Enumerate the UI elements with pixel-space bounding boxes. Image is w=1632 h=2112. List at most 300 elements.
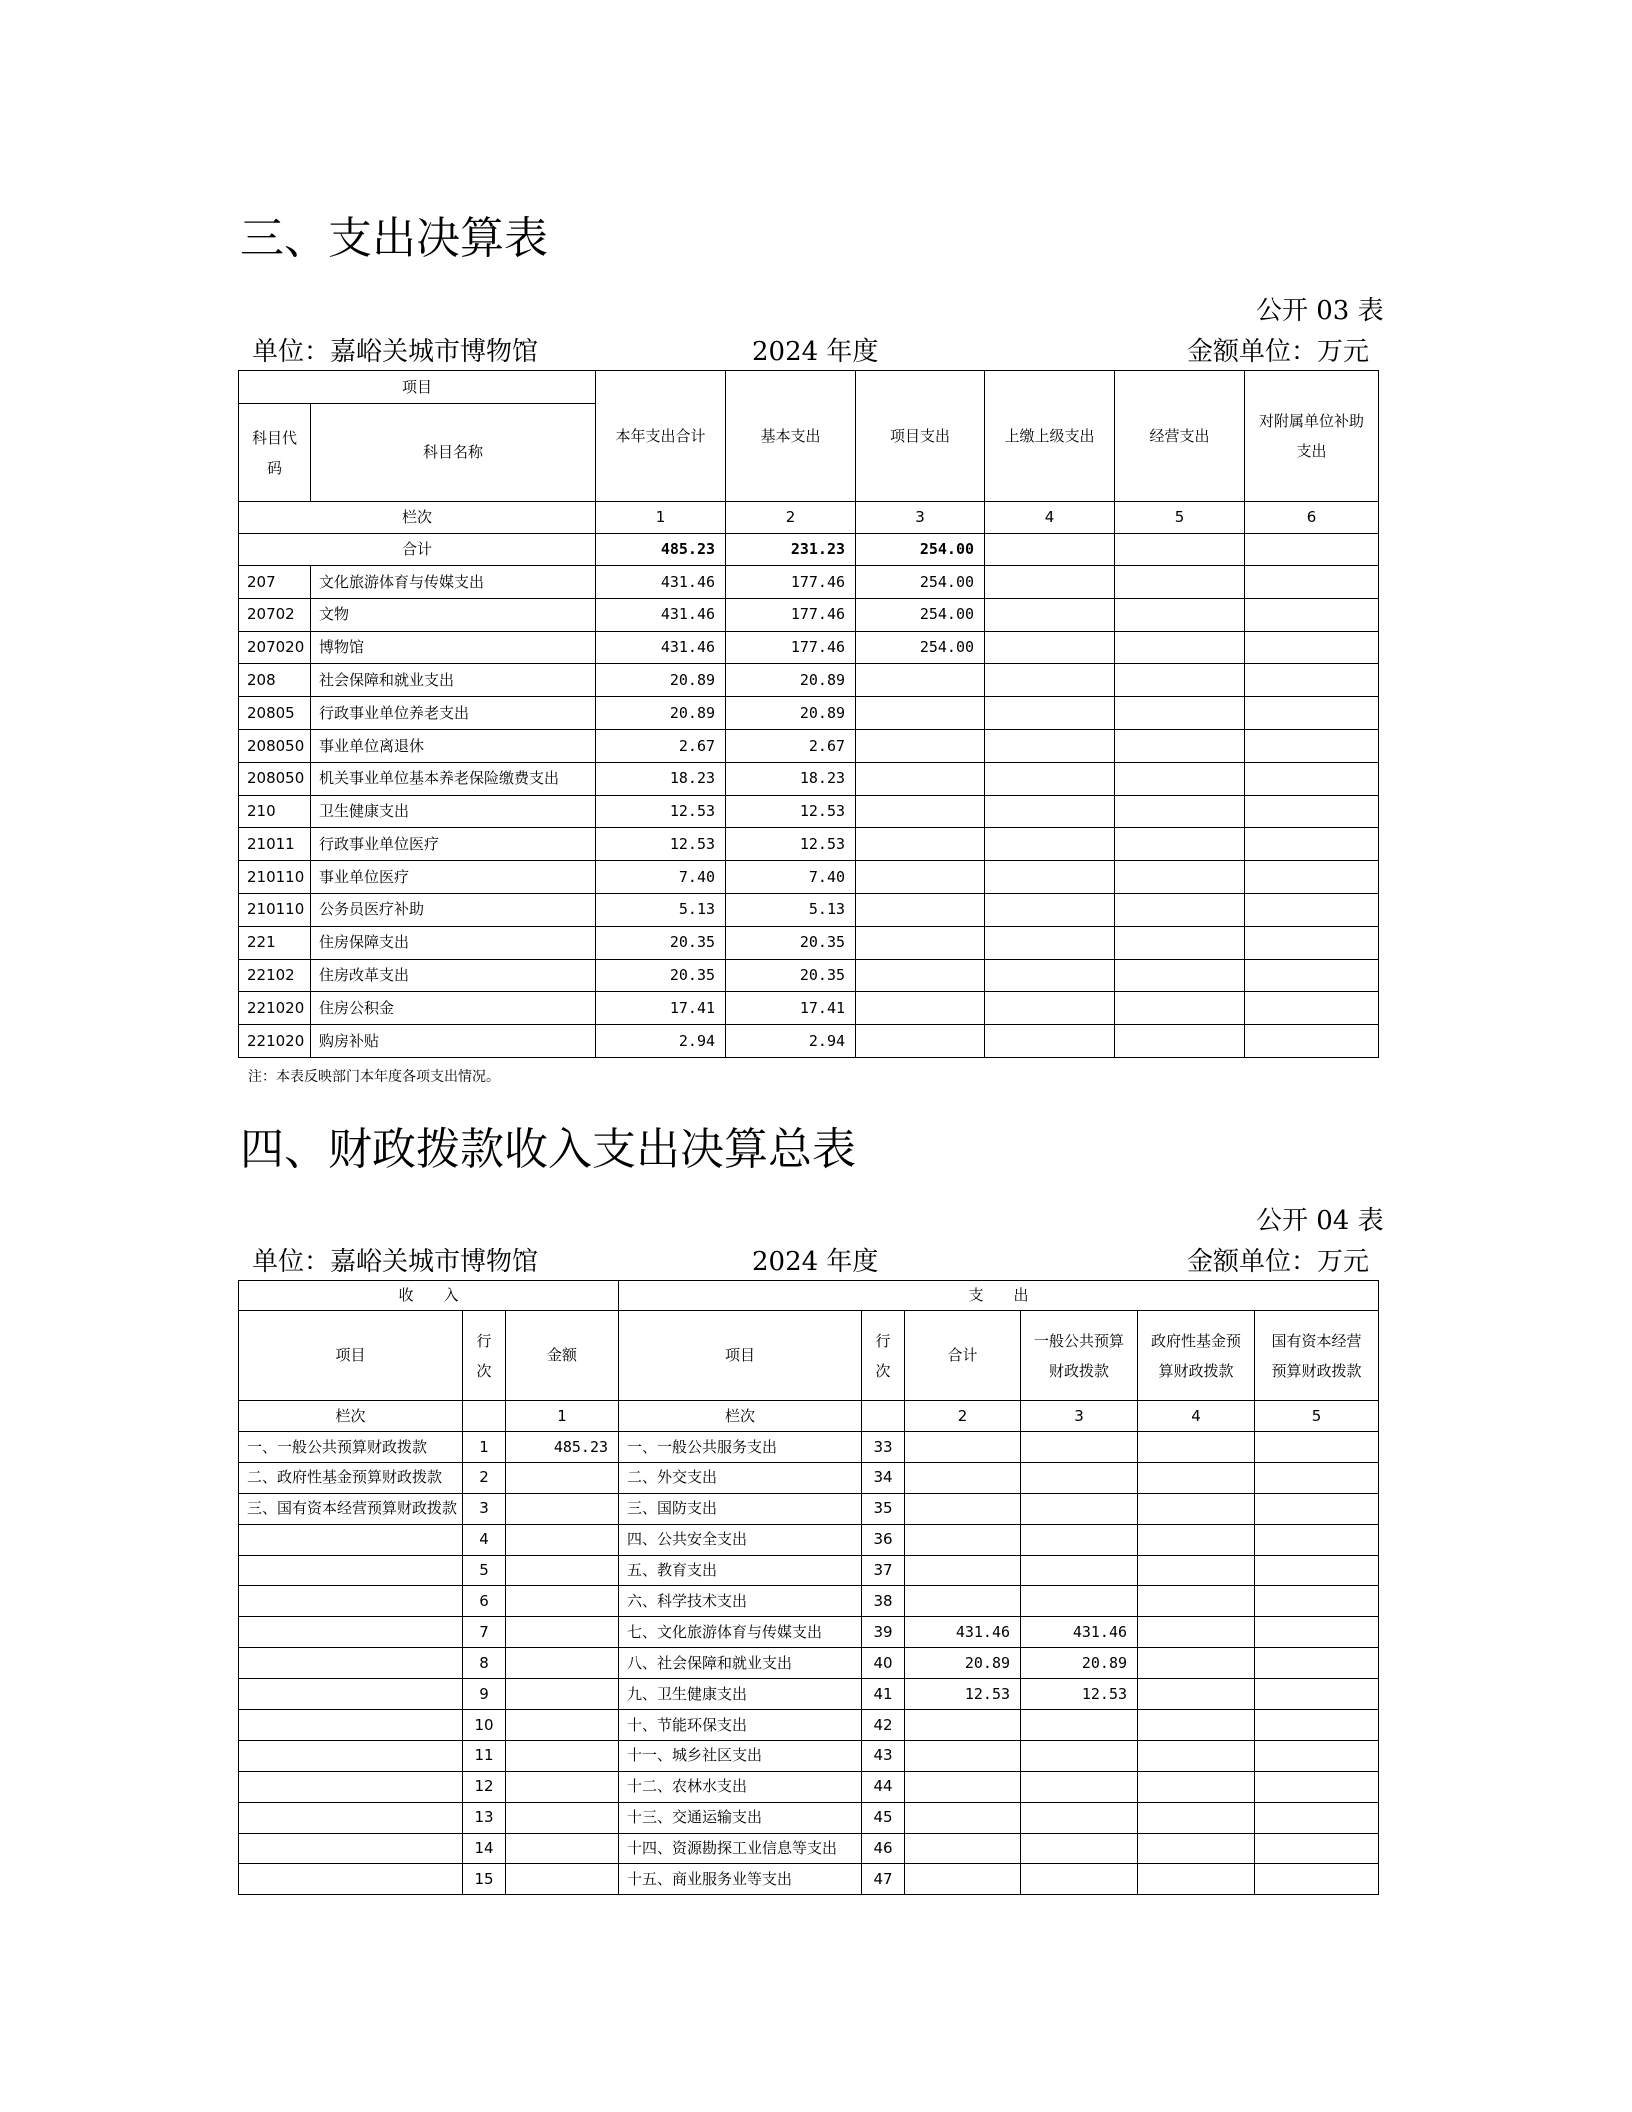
total-row bbox=[239, 534, 1379, 566]
empty-cell bbox=[1138, 1493, 1255, 1524]
empty-cell bbox=[1138, 1710, 1255, 1741]
project-expenditure-value: 254.00 bbox=[856, 566, 985, 599]
total-expenditure-value: 2.94 bbox=[596, 1025, 726, 1058]
header-project-expenditure: 项目支出 bbox=[856, 371, 985, 502]
project-expenditure-value bbox=[856, 664, 985, 697]
section4-title: 四、财政拨款收入支出决算总表 bbox=[240, 1124, 856, 1175]
expense-row-no: 43 bbox=[862, 1740, 905, 1771]
expense-total bbox=[905, 1740, 1021, 1771]
income-row-no: 9 bbox=[463, 1679, 506, 1710]
col-number: 5 bbox=[1115, 502, 1245, 534]
expense-item: 三、国防支出 bbox=[619, 1493, 862, 1524]
subject-code: 210110 bbox=[239, 893, 311, 926]
expense-general-budget bbox=[1021, 1432, 1138, 1463]
basic-expenditure-value: 17.41 bbox=[726, 992, 856, 1025]
empty-cell bbox=[1115, 1025, 1245, 1058]
total-expenditure-value: 20.35 bbox=[596, 926, 726, 959]
col-number: 3 bbox=[1021, 1401, 1138, 1432]
subject-code: 20805 bbox=[239, 697, 311, 730]
income-amount bbox=[506, 1493, 619, 1524]
basic-expenditure-value: 7.40 bbox=[726, 861, 856, 894]
header-basic-expenditure: 基本支出 bbox=[726, 371, 856, 502]
expense-total bbox=[905, 1555, 1021, 1586]
table-row bbox=[239, 566, 1379, 599]
row-label: 栏次 bbox=[239, 502, 596, 534]
empty-cell bbox=[1245, 828, 1379, 861]
empty-cell bbox=[1245, 1025, 1379, 1058]
total-expenditure-value: 431.46 bbox=[596, 598, 726, 631]
table-row bbox=[239, 697, 1379, 730]
empty-cell bbox=[985, 697, 1115, 730]
empty-cell bbox=[985, 729, 1115, 762]
expense-row-no: 47 bbox=[862, 1864, 905, 1895]
expense-general-budget bbox=[1021, 1555, 1138, 1586]
subject-name: 行政事业单位养老支出 bbox=[311, 697, 596, 730]
total-value: 254.00 bbox=[856, 534, 985, 566]
empty-cell bbox=[985, 762, 1115, 795]
section3-table-number: 公开 03 表 bbox=[1256, 296, 1384, 326]
expense-general-budget bbox=[1021, 1833, 1138, 1864]
subject-code: 22102 bbox=[239, 959, 311, 992]
empty-cell bbox=[1115, 762, 1245, 795]
expense-total: 431.46 bbox=[905, 1617, 1021, 1648]
basic-expenditure-value: 20.89 bbox=[726, 664, 856, 697]
total-expenditure-value: 5.13 bbox=[596, 893, 726, 926]
empty-cell bbox=[1115, 893, 1245, 926]
expense-general-budget bbox=[1021, 1740, 1138, 1771]
expense-row-no: 35 bbox=[862, 1493, 905, 1524]
empty-cell bbox=[985, 795, 1115, 828]
expense-item: 八、社会保障和就业支出 bbox=[619, 1648, 862, 1679]
table-row bbox=[239, 1833, 1379, 1864]
project-expenditure-value: 254.00 bbox=[856, 631, 985, 664]
expense-general-budget bbox=[1021, 1864, 1138, 1895]
empty-cell bbox=[1138, 1555, 1255, 1586]
header-income-item: 项目 bbox=[239, 1311, 463, 1401]
expense-general-budget bbox=[1021, 1802, 1138, 1833]
empty-cell bbox=[1245, 631, 1379, 664]
table-row bbox=[239, 1555, 1379, 1586]
basic-expenditure-value: 2.94 bbox=[726, 1025, 856, 1058]
expense-total bbox=[905, 1833, 1021, 1864]
empty-cell bbox=[1115, 926, 1245, 959]
basic-expenditure-value: 177.46 bbox=[726, 598, 856, 631]
income-amount bbox=[506, 1740, 619, 1771]
empty-cell bbox=[1245, 598, 1379, 631]
table-row bbox=[239, 959, 1379, 992]
income-amount bbox=[506, 1586, 619, 1617]
empty-cell bbox=[1245, 926, 1379, 959]
expense-item: 十四、资源勘探工业信息等支出 bbox=[619, 1833, 862, 1864]
table-row bbox=[239, 1740, 1379, 1771]
expense-general-budget bbox=[1021, 1710, 1138, 1741]
subject-code: 207020 bbox=[239, 631, 311, 664]
expense-total bbox=[905, 1864, 1021, 1895]
income-amount bbox=[506, 1462, 619, 1493]
section3-unit: 单位：嘉峪关城市博物馆 bbox=[252, 337, 539, 367]
expense-total bbox=[905, 1493, 1021, 1524]
empty-cell bbox=[985, 893, 1115, 926]
income-item bbox=[239, 1710, 463, 1741]
total-expenditure-value: 20.35 bbox=[596, 959, 726, 992]
col-number: 4 bbox=[1138, 1401, 1255, 1432]
income-row-no: 10 bbox=[463, 1710, 506, 1741]
expense-item: 一、一般公共服务支出 bbox=[619, 1432, 862, 1463]
empty-cell bbox=[1255, 1586, 1379, 1617]
empty-cell bbox=[1138, 1679, 1255, 1710]
expense-row-no: 33 bbox=[862, 1432, 905, 1463]
subject-name: 社会保障和就业支出 bbox=[311, 664, 596, 697]
expense-item: 十三、交通运输支出 bbox=[619, 1802, 862, 1833]
header-expense-row-no: 行次 bbox=[862, 1311, 905, 1401]
project-expenditure-value bbox=[856, 795, 985, 828]
empty-cell bbox=[1115, 664, 1245, 697]
income-item bbox=[239, 1648, 463, 1679]
table-row bbox=[239, 1586, 1379, 1617]
table-row bbox=[239, 762, 1379, 795]
table-row bbox=[239, 729, 1379, 762]
header-general-budget: 一般公共预算财政拨款 bbox=[1021, 1311, 1138, 1401]
subject-code: 221020 bbox=[239, 1025, 311, 1058]
expense-item: 二、外交支出 bbox=[619, 1462, 862, 1493]
income-item bbox=[239, 1524, 463, 1555]
empty-cell bbox=[1255, 1833, 1379, 1864]
total-expenditure-value: 431.46 bbox=[596, 566, 726, 599]
expense-item: 十、节能环保支出 bbox=[619, 1710, 862, 1741]
empty-cell bbox=[985, 566, 1115, 599]
income-row-no: 2 bbox=[463, 1462, 506, 1493]
table-row bbox=[239, 1679, 1379, 1710]
empty-cell bbox=[1255, 1864, 1379, 1895]
expense-general-budget: 12.53 bbox=[1021, 1679, 1138, 1710]
row-label: 栏次 bbox=[619, 1401, 862, 1432]
subject-code: 210 bbox=[239, 795, 311, 828]
table-row bbox=[239, 795, 1379, 828]
empty-cell bbox=[1245, 729, 1379, 762]
section3-currency-unit: 金额单位：万元 bbox=[1187, 337, 1370, 367]
project-expenditure-value bbox=[856, 1025, 985, 1058]
header-state-capital-budget: 国有资本经营预算财政拨款 bbox=[1255, 1311, 1379, 1401]
col-number: 2 bbox=[726, 502, 856, 534]
income-row-no: 15 bbox=[463, 1864, 506, 1895]
empty-cell bbox=[1255, 1432, 1379, 1463]
project-expenditure-value bbox=[856, 762, 985, 795]
section4-currency-unit: 金额单位：万元 bbox=[1187, 1247, 1370, 1277]
empty-cell bbox=[1115, 697, 1245, 730]
expense-row-no: 44 bbox=[862, 1771, 905, 1802]
table-row bbox=[239, 1524, 1379, 1555]
subject-name: 博物馆 bbox=[311, 631, 596, 664]
header-fund-budget: 政府性基金预算财政拨款 bbox=[1138, 1311, 1255, 1401]
basic-expenditure-value: 177.46 bbox=[726, 631, 856, 664]
income-item: 二、政府性基金预算财政拨款 bbox=[239, 1462, 463, 1493]
subject-name: 行政事业单位医疗 bbox=[311, 828, 596, 861]
subject-name: 购房补贴 bbox=[311, 1025, 596, 1058]
empty-cell bbox=[1245, 861, 1379, 894]
subject-name: 机关事业单位基本养老保险缴费支出 bbox=[311, 762, 596, 795]
header-subsidiary-expenditure: 对附属单位补助支出 bbox=[1245, 371, 1379, 502]
empty-cell bbox=[1115, 861, 1245, 894]
expense-row-no: 41 bbox=[862, 1679, 905, 1710]
income-item: 一、一般公共预算财政拨款 bbox=[239, 1432, 463, 1463]
subject-code: 208 bbox=[239, 664, 311, 697]
subject-code: 221020 bbox=[239, 992, 311, 1025]
expense-row-no: 34 bbox=[862, 1462, 905, 1493]
header-subject-code: 科目代码 bbox=[239, 404, 311, 502]
expense-row-no: 40 bbox=[862, 1648, 905, 1679]
expense-item: 六、科学技术支出 bbox=[619, 1586, 862, 1617]
empty-cell bbox=[1138, 1740, 1255, 1771]
total-expenditure-value: 17.41 bbox=[596, 992, 726, 1025]
expense-row-no: 45 bbox=[862, 1802, 905, 1833]
header-business-expenditure: 经营支出 bbox=[1115, 371, 1245, 502]
subject-name: 卫生健康支出 bbox=[311, 795, 596, 828]
expense-item: 九、卫生健康支出 bbox=[619, 1679, 862, 1710]
table-row bbox=[239, 1617, 1379, 1648]
income-item bbox=[239, 1864, 463, 1895]
empty-cell bbox=[985, 664, 1115, 697]
empty-cell bbox=[1115, 631, 1245, 664]
expenditure-table bbox=[238, 370, 1379, 1058]
empty-cell bbox=[1245, 959, 1379, 992]
subject-name: 事业单位医疗 bbox=[311, 861, 596, 894]
expense-item: 十五、商业服务业等支出 bbox=[619, 1864, 862, 1895]
total-value: 485.23 bbox=[596, 534, 726, 566]
income-amount bbox=[506, 1833, 619, 1864]
income-item bbox=[239, 1740, 463, 1771]
total-value: 231.23 bbox=[726, 534, 856, 566]
income-row-no: 7 bbox=[463, 1617, 506, 1648]
expense-row-no: 38 bbox=[862, 1586, 905, 1617]
income-amount bbox=[506, 1524, 619, 1555]
project-expenditure-value bbox=[856, 893, 985, 926]
expense-item: 十一、城乡社区支出 bbox=[619, 1740, 862, 1771]
empty-cell bbox=[985, 1025, 1115, 1058]
income-row-no: 8 bbox=[463, 1648, 506, 1679]
project-expenditure-value bbox=[856, 861, 985, 894]
income-amount bbox=[506, 1648, 619, 1679]
total-expenditure-value: 20.89 bbox=[596, 664, 726, 697]
fiscal-appropriation-table bbox=[238, 1280, 1379, 1895]
empty-cell bbox=[1245, 566, 1379, 599]
empty-cell bbox=[1255, 1617, 1379, 1648]
table-row bbox=[239, 598, 1379, 631]
section4-year: 2024 年度 bbox=[752, 1247, 879, 1277]
empty-cell bbox=[1138, 1462, 1255, 1493]
total-label: 合计 bbox=[239, 534, 596, 566]
subject-name: 住房公积金 bbox=[311, 992, 596, 1025]
expense-general-budget bbox=[1021, 1771, 1138, 1802]
income-item bbox=[239, 1802, 463, 1833]
subject-name: 住房保障支出 bbox=[311, 926, 596, 959]
income-row-no: 11 bbox=[463, 1740, 506, 1771]
expense-row-no: 36 bbox=[862, 1524, 905, 1555]
expense-general-budget bbox=[1021, 1586, 1138, 1617]
basic-expenditure-value: 12.53 bbox=[726, 828, 856, 861]
expense-total bbox=[905, 1771, 1021, 1802]
project-expenditure-value bbox=[856, 729, 985, 762]
header-expense-item: 项目 bbox=[619, 1311, 862, 1401]
empty-cell bbox=[1138, 1864, 1255, 1895]
col-number: 4 bbox=[985, 502, 1115, 534]
subject-code: 207 bbox=[239, 566, 311, 599]
empty-cell bbox=[1255, 1555, 1379, 1586]
subject-code: 20702 bbox=[239, 598, 311, 631]
subject-code: 210110 bbox=[239, 861, 311, 894]
income-amount bbox=[506, 1555, 619, 1586]
table-row bbox=[239, 1802, 1379, 1833]
empty-cell bbox=[1138, 1617, 1255, 1648]
empty-cell bbox=[1138, 1586, 1255, 1617]
project-expenditure-value: 254.00 bbox=[856, 598, 985, 631]
empty-cell bbox=[1115, 729, 1245, 762]
income-item bbox=[239, 1555, 463, 1586]
table-row bbox=[239, 1648, 1379, 1679]
total-expenditure-value: 20.89 bbox=[596, 697, 726, 730]
expense-item: 十二、农林水支出 bbox=[619, 1771, 862, 1802]
table-row bbox=[239, 1025, 1379, 1058]
subject-name: 住房改革支出 bbox=[311, 959, 596, 992]
income-row-no: 4 bbox=[463, 1524, 506, 1555]
total-expenditure-value: 431.46 bbox=[596, 631, 726, 664]
income-row-no: 3 bbox=[463, 1493, 506, 1524]
table-row bbox=[239, 631, 1379, 664]
empty-cell bbox=[985, 959, 1115, 992]
empty-cell bbox=[1115, 992, 1245, 1025]
subject-name: 文物 bbox=[311, 598, 596, 631]
subject-code: 208050 bbox=[239, 762, 311, 795]
expense-general-budget bbox=[1021, 1493, 1138, 1524]
table-row bbox=[239, 1864, 1379, 1895]
expense-row-no: 42 bbox=[862, 1710, 905, 1741]
basic-expenditure-value: 5.13 bbox=[726, 893, 856, 926]
empty-cell bbox=[1255, 1462, 1379, 1493]
project-expenditure-value bbox=[856, 828, 985, 861]
empty-cell bbox=[1138, 1524, 1255, 1555]
table-row bbox=[239, 1432, 1379, 1463]
income-amount bbox=[506, 1617, 619, 1648]
col-number: 3 bbox=[856, 502, 985, 534]
income-row-no: 1 bbox=[463, 1432, 506, 1463]
expense-item: 七、文化旅游体育与传媒支出 bbox=[619, 1617, 862, 1648]
expense-total bbox=[905, 1462, 1021, 1493]
empty-cell bbox=[1245, 795, 1379, 828]
empty-cell bbox=[1138, 1771, 1255, 1802]
empty-cell bbox=[985, 992, 1115, 1025]
expense-general-budget bbox=[1021, 1462, 1138, 1493]
expense-item: 五、教育支出 bbox=[619, 1555, 862, 1586]
col-number: 5 bbox=[1255, 1401, 1379, 1432]
expense-total bbox=[905, 1524, 1021, 1555]
table-row bbox=[239, 893, 1379, 926]
expense-total: 12.53 bbox=[905, 1679, 1021, 1710]
empty-cell bbox=[1255, 1740, 1379, 1771]
section4-unit: 单位：嘉峪关城市博物馆 bbox=[252, 1247, 539, 1277]
project-expenditure-value bbox=[856, 697, 985, 730]
total-expenditure-value: 12.53 bbox=[596, 828, 726, 861]
income-row-no: 12 bbox=[463, 1771, 506, 1802]
basic-expenditure-value: 177.46 bbox=[726, 566, 856, 599]
expense-row-no: 37 bbox=[862, 1555, 905, 1586]
income-row-no: 6 bbox=[463, 1586, 506, 1617]
income-row-no: 14 bbox=[463, 1833, 506, 1864]
subject-name: 公务员医疗补助 bbox=[311, 893, 596, 926]
income-amount bbox=[506, 1864, 619, 1895]
project-expenditure-value bbox=[856, 926, 985, 959]
expense-total bbox=[905, 1802, 1021, 1833]
income-row-no: 13 bbox=[463, 1802, 506, 1833]
empty-cell bbox=[985, 598, 1115, 631]
income-row-no: 5 bbox=[463, 1555, 506, 1586]
row-label: 栏次 bbox=[239, 1401, 463, 1432]
empty-cell bbox=[1255, 1648, 1379, 1679]
header-project: 项目 bbox=[239, 371, 596, 404]
expense-general-budget: 20.89 bbox=[1021, 1648, 1138, 1679]
expense-total: 20.89 bbox=[905, 1648, 1021, 1679]
empty-cell bbox=[1115, 828, 1245, 861]
expense-header: 支 出 bbox=[619, 1281, 1379, 1311]
basic-expenditure-value: 18.23 bbox=[726, 762, 856, 795]
section3-title: 三、支出决算表 bbox=[240, 213, 548, 264]
subject-code: 21011 bbox=[239, 828, 311, 861]
col-number: 2 bbox=[905, 1401, 1021, 1432]
subject-code: 208050 bbox=[239, 729, 311, 762]
total-expenditure-value: 2.67 bbox=[596, 729, 726, 762]
table-row bbox=[239, 1493, 1379, 1524]
expense-total bbox=[905, 1586, 1021, 1617]
basic-expenditure-value: 20.35 bbox=[726, 959, 856, 992]
expense-total bbox=[905, 1432, 1021, 1463]
table-row bbox=[239, 1710, 1379, 1741]
section3-note: 注：本表反映部门本年度各项支出情况。 bbox=[248, 1069, 500, 1085]
header-total: 合计 bbox=[905, 1311, 1021, 1401]
empty-cell bbox=[1138, 1802, 1255, 1833]
empty-cell bbox=[1115, 959, 1245, 992]
empty-cell bbox=[1255, 1771, 1379, 1802]
basic-expenditure-value: 20.89 bbox=[726, 697, 856, 730]
table-row bbox=[239, 664, 1379, 697]
empty-cell bbox=[1245, 992, 1379, 1025]
empty-cell bbox=[985, 861, 1115, 894]
section3-year: 2024 年度 bbox=[752, 337, 879, 367]
empty-cell bbox=[1245, 762, 1379, 795]
empty-cell bbox=[1138, 1432, 1255, 1463]
empty-cell bbox=[1245, 893, 1379, 926]
empty-cell bbox=[1245, 664, 1379, 697]
income-item bbox=[239, 1771, 463, 1802]
table-row bbox=[239, 926, 1379, 959]
basic-expenditure-value: 12.53 bbox=[726, 795, 856, 828]
col-number: 1 bbox=[596, 502, 726, 534]
empty-cell bbox=[1245, 697, 1379, 730]
expense-row-no: 46 bbox=[862, 1833, 905, 1864]
empty-cell bbox=[985, 828, 1115, 861]
subject-code: 221 bbox=[239, 926, 311, 959]
table-row bbox=[239, 1771, 1379, 1802]
income-amount bbox=[506, 1710, 619, 1741]
subject-name: 事业单位离退休 bbox=[311, 729, 596, 762]
col-number: 6 bbox=[1245, 502, 1379, 534]
total-expenditure-value: 12.53 bbox=[596, 795, 726, 828]
empty-cell bbox=[1255, 1679, 1379, 1710]
empty-cell bbox=[985, 926, 1115, 959]
empty-cell bbox=[1138, 1648, 1255, 1679]
table-row bbox=[239, 992, 1379, 1025]
empty-cell bbox=[1115, 598, 1245, 631]
income-item bbox=[239, 1617, 463, 1648]
header-row-no: 行次 bbox=[463, 1311, 506, 1401]
income-amount: 485.23 bbox=[506, 1432, 619, 1463]
